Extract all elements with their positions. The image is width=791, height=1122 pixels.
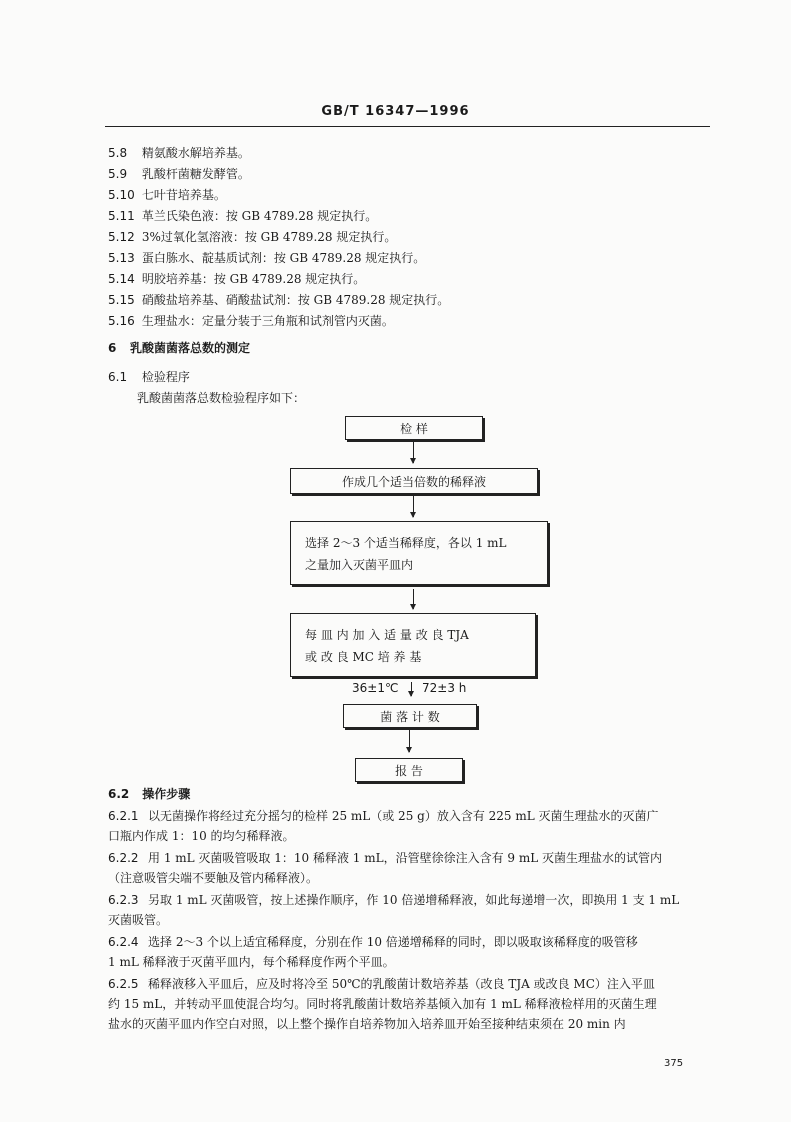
list-item: 5.12 3%过氧化氢溶液：按 GB 4789.28 规定执行。 [108, 230, 397, 244]
flow-intro: 乳酸菌菌落总数检验程序如下： [137, 391, 306, 405]
incubation-time: 72±3 h [422, 681, 467, 695]
paragraph: 6.2.2 用 1 mL 灭菌吸管吸取 1：10 稀释液 1 mL，沿管壁徐徐注入含有 9 mL 灭菌生理盐水的试管内 （注意吸管尖端不要触及管内稀释液）。 [108, 851, 662, 885]
section-heading: 6 乳酸菌菌落总数的测定 [108, 341, 251, 355]
list-item: 5.13 蛋白胨水、靛基质试剂：按 GB 4789.28 规定执行。 [108, 251, 426, 265]
paragraph: 6.2.1 以无菌操作将经过充分摇匀的检样 25 mL（或 25 g）放入含有 225 mL 灭菌生理盐水的灭菌广 口瓶内作成 1：10 的均匀稀释液。 [108, 809, 659, 843]
list-item: 5.16 生理盐水：定量分装于三角瓶和试剂管内灭菌。 [108, 314, 394, 328]
incubation-temp: 36±1℃ [352, 681, 399, 695]
flow-arrow [411, 682, 412, 696]
subsection-heading: 6.2 操作步骤 [108, 787, 191, 801]
flow-step-dilution: 作成几个适当倍数的稀释液 [290, 468, 538, 494]
flow-step-sample: 检 样 [345, 416, 483, 440]
list-item: 5.15 硝酸盐培养基、硝酸盐试剂：按 GB 4789.28 规定执行。 [108, 293, 450, 307]
list-item: 5.10 七叶苷培养基。 [108, 188, 226, 202]
flow-arrow [413, 495, 414, 517]
paragraph: 6.2.3 另取 1 mL 灭菌吸管，按上述操作顺序，作 10 倍递增稀释液，如此每递增一次，即换用 1 支 1 mL 灭菌吸管。 [108, 893, 680, 927]
list-item: 5.14 明胶培养基：按 GB 4789.28 规定执行。 [108, 272, 366, 286]
flow-arrow [413, 441, 414, 463]
flow-step-select: 选择 2～3 个适当稀释度，各以 1 mL 之量加入灭菌平皿内 [290, 521, 548, 585]
paragraph: 6.2.4 选择 2～3 个以上适宜稀释度，分别在作 10 倍递增稀释的同时，即以吸取该稀释度的吸管移 1 mL 稀释液于灭菌平皿内，每个稀释度作两个平皿。 [108, 935, 638, 969]
flow-arrow [409, 730, 410, 752]
list-item: 5.8 精氨酸水解培养基。 [108, 146, 250, 160]
list-item: 5.11 革兰氏染色液：按 GB 4789.28 规定执行。 [108, 209, 378, 223]
flow-arrow [413, 589, 414, 609]
list-item: 5.9 乳酸杆菌糖发酵管。 [108, 167, 250, 181]
paragraph: 6.2.5 稀释液移入平皿后，应及时将冷至 50℃的乳酸菌计数培养基（改良 TJA 或改良 MC）注入平皿 约 15 mL，并转动平皿使混合均匀。同时将乳酸菌计数培养基倾入加有 1 mL 稀释液检样用的灭菌生理 盐水的灭菌平皿内作空白对照，以上整个操作自培养物加入培养皿开始至接种结束须在 20 min 内 [108, 977, 657, 1031]
header-rule [105, 126, 710, 127]
flow-step-count: 菌 落 计 数 [343, 704, 477, 728]
page-number: 375 [664, 1058, 684, 1069]
flow-step-report: 报 告 [355, 758, 463, 782]
standard-header: GB/T 16347—1996 [321, 104, 470, 119]
flow-step-medium: 每 皿 内 加 入 适 量 改 良 TJA 或 改 良 MC 培 养 基 [290, 613, 536, 677]
subsection-heading: 6.1 检验程序 [108, 370, 190, 384]
